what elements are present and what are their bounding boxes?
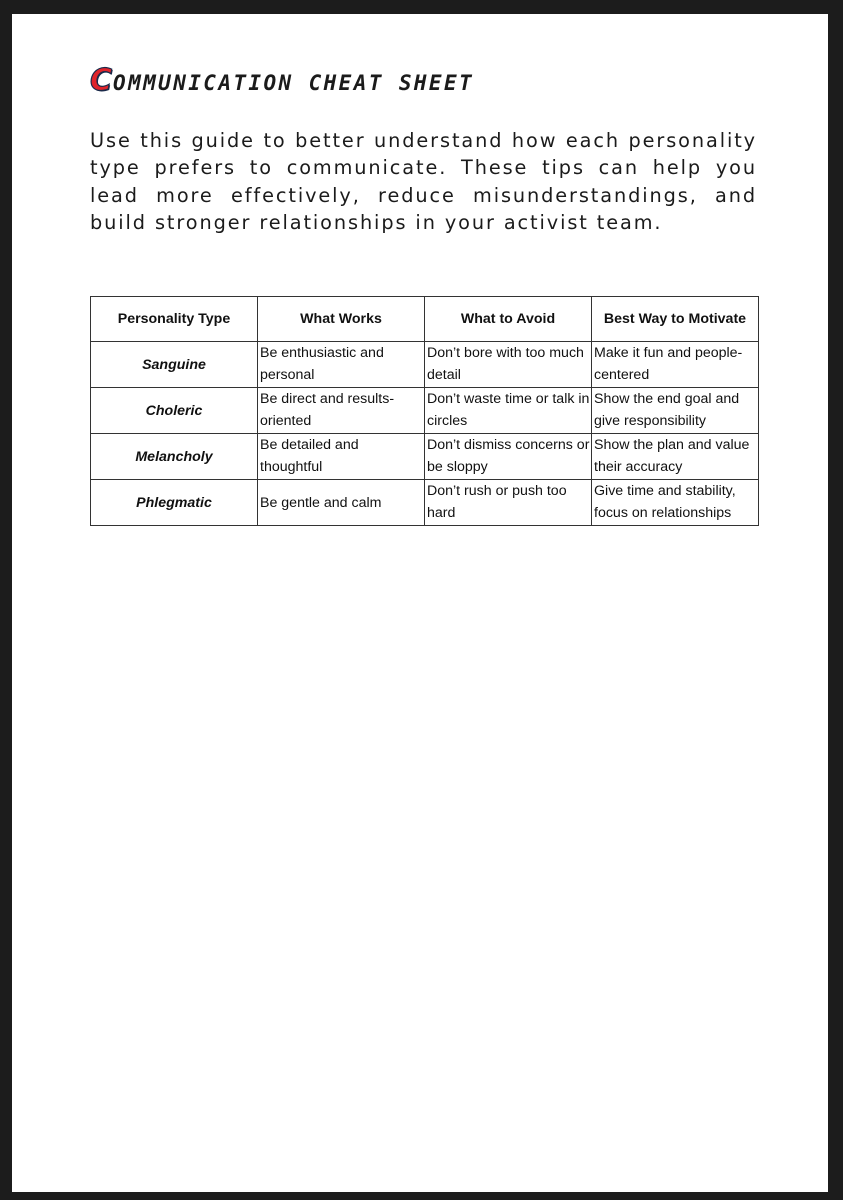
table-header-row [91, 297, 759, 342]
best-way-to-motivate-cell: Show the end goal and give responsibility [592, 388, 759, 434]
what-works-cell: Be enthusiastic and personal [258, 342, 425, 388]
best-way-to-motivate-cell: Give time and stability, focus on relationships [592, 480, 759, 526]
table-row [91, 342, 759, 388]
personality-type-cell: Sanguine [91, 342, 258, 388]
cheat-sheet-table [90, 296, 759, 526]
what-works-cell: Be detailed and thoughtful [258, 434, 425, 480]
title-text: OMMUNICATION CHEAT SHEET [113, 71, 475, 95]
table-row [91, 480, 759, 526]
table-row [91, 434, 759, 480]
what-to-avoid-cell: Don’t rush or push too hard [425, 480, 592, 526]
personality-type-cell: Choleric [91, 388, 258, 434]
what-to-avoid-cell: Don’t bore with too much detail [425, 342, 592, 388]
page-title [90, 64, 474, 98]
what-works-cell: Be gentle and calm [258, 480, 425, 526]
best-way-to-motivate-cell: Make it fun and people-centered [592, 342, 759, 388]
document-page [12, 14, 828, 1192]
table-row [91, 388, 759, 434]
what-to-avoid-cell: Don’t waste time or talk in circles [425, 388, 592, 434]
header-personality-type: Personality Type [91, 297, 258, 342]
header-best-way-to-motivate: Best Way to Motivate [592, 297, 759, 342]
what-works-cell: Be direct and results-oriented [258, 388, 425, 434]
intro-paragraph: Use this guide to better understand how each personality type prefers to communicate. These tips can help you lead more effectively, reduce misunderstandings, and build stronger relationships in your activist team. [90, 129, 757, 235]
best-way-to-motivate-cell: Show the plan and value their accuracy [592, 434, 759, 480]
title-initial-logo: C [90, 63, 113, 98]
header-what-to-avoid: What to Avoid [425, 297, 592, 342]
what-to-avoid-cell: Don’t dismiss concerns or be sloppy [425, 434, 592, 480]
header-what-works: What Works [258, 297, 425, 342]
personality-type-cell: Phlegmatic [91, 480, 258, 526]
personality-type-cell: Melancholy [91, 434, 258, 480]
